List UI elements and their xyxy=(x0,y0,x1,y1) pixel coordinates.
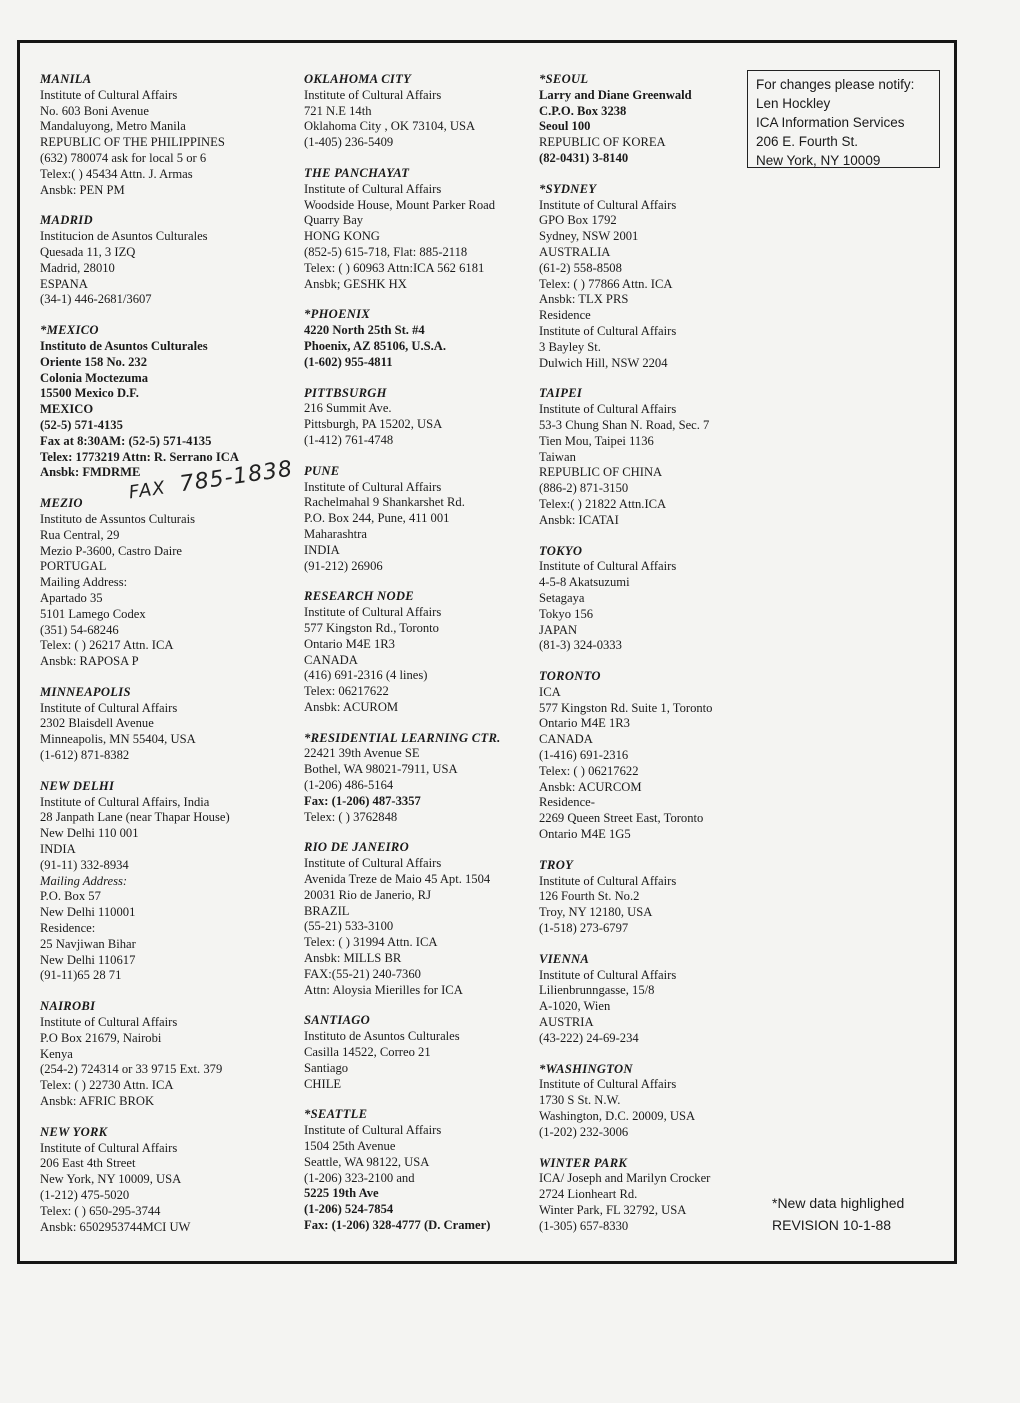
office-address-line: (1-612) 871-8382 xyxy=(40,748,130,763)
office-address-line: Telex: ( ) 77866 Attn. ICA xyxy=(539,276,673,291)
office-entry xyxy=(539,952,749,1047)
column-2 xyxy=(304,72,534,1249)
office-entry xyxy=(539,72,749,167)
office-address-line: GPO Box 1792 xyxy=(539,213,617,228)
office-address-line: Telex: 1773219 Attn: R. Serrano ICA xyxy=(40,449,239,464)
office-city-heading: TOKYO xyxy=(539,543,583,558)
office-address-line: Institute of Cultural Affairs, India xyxy=(40,794,210,809)
office-address-line: Ansbk: RAPOSA P xyxy=(40,654,139,669)
office-address-line: Ansbk; GESHK HX xyxy=(304,276,407,291)
notify-line: New York, NY 10009 xyxy=(756,153,881,168)
office-address-line: 4-5-8 Akatsuzumi xyxy=(539,575,630,590)
footnote xyxy=(772,1192,904,1236)
office-address-line: Instituto de Asuntos Culturales xyxy=(40,338,208,353)
office-address-line: Avenida Treze de Maio 45 Apt. 1504 xyxy=(304,872,491,887)
office-city-heading: TORONTO xyxy=(539,669,601,684)
office-address-line: Ansbk: PEN PM xyxy=(40,182,125,197)
office-address-line: 206 East 4th Street xyxy=(40,1156,136,1171)
office-address-line: 1504 25th Avenue xyxy=(304,1139,396,1154)
office-address-line: 3 Bayley St. xyxy=(539,339,601,354)
office-address-line: (91-212) 26906 xyxy=(304,558,383,573)
office-address-line: (81-3) 324-0333 xyxy=(539,638,622,653)
office-address-line: Attn: Aloysia Mierilles for ICA xyxy=(304,982,463,997)
office-address-line: Tien Mou, Taipei 1136 xyxy=(539,433,654,448)
office-address-line: Ontario M4E 1G5 xyxy=(539,827,631,842)
office-address-line: Casilla 14522, Correo 21 xyxy=(304,1045,431,1060)
office-city-heading: TAIPEI xyxy=(539,386,583,401)
office-city-heading: *RESIDENTIAL LEARNING CTR. xyxy=(304,730,501,745)
office-address-line: Ansbk: ICATAI xyxy=(539,512,619,527)
handwritten-fax-label: FAX xyxy=(127,477,167,504)
office-entry xyxy=(304,464,534,575)
office-city-heading: THE PANCHAYAT xyxy=(304,165,410,180)
notify-line: 206 E. Fourth St. xyxy=(756,134,859,149)
office-address-line: Residence xyxy=(539,308,591,323)
office-address-line: 2269 Queen Street East, Toronto xyxy=(539,811,704,826)
office-city-heading: MANILA xyxy=(40,72,92,86)
office-address-line: Institute of Cultural Affairs xyxy=(539,1077,677,1092)
office-address-line: Institute of Cultural Affairs xyxy=(539,402,677,417)
office-address-line: Institute of Cultural Affairs xyxy=(539,873,677,888)
office-address-line: Fax: (1-206) 487-3357 xyxy=(304,793,421,808)
office-address-line: Lilienbrunngasse, 15/8 xyxy=(539,983,655,998)
office-city-heading: RESEARCH NODE xyxy=(304,589,414,604)
office-address-line: (55-21) 533-3100 xyxy=(304,919,394,934)
office-address-line: 577 Kingston Rd. Suite 1, Toronto xyxy=(539,700,713,715)
office-address-line: Ansbk: ACURCOM xyxy=(539,779,642,794)
office-entry xyxy=(40,323,295,481)
office-address-line: Institute of Cultural Affairs xyxy=(40,700,178,715)
office-address-line: Oriente 158 No. 232 xyxy=(40,354,148,369)
office-address-line: (632) 780074 ask for local 5 or 6 xyxy=(40,150,207,165)
office-address-line: No. 603 Boni Avenue xyxy=(40,103,149,118)
office-address-line: Oklahoma City , OK 73104, USA xyxy=(304,119,476,134)
office-entry xyxy=(40,999,295,1110)
office-address-line: 28 Janpath Lane (near Thapar House) xyxy=(40,810,230,825)
office-city-heading: MADRID xyxy=(40,213,93,228)
handwritten-fax-number: 785-1838 xyxy=(178,456,295,498)
office-address-line: Maharashtra xyxy=(304,526,367,541)
office-city-heading: MEZIO xyxy=(40,496,83,511)
office-address-line: Institute of Cultural Affairs xyxy=(539,197,677,212)
office-address-line: Telex: ( ) 26217 Attn. ICA xyxy=(40,638,174,653)
office-address-line: (886-2) 871-3150 xyxy=(539,481,629,496)
office-address-line: P.O. Box 244, Pune, 411 001 xyxy=(304,511,450,526)
office-address-line: 53-3 Chung Shan N. Road, Sec. 7 xyxy=(539,417,710,432)
office-city-heading: MINNEAPOLIS xyxy=(40,684,131,699)
office-address-line: Madrid, 28010 xyxy=(40,260,115,275)
office-address-line: Larry and Diane Greenwald xyxy=(539,87,692,102)
column-3 xyxy=(539,72,749,1250)
office-address-line: (351) 54-68246 xyxy=(40,622,119,637)
office-address-line: (82-0431) 3-8140 xyxy=(539,150,629,165)
office-address-line: A-1020, Wien xyxy=(539,999,611,1014)
office-address-line: REPUBLIC OF KOREA xyxy=(539,135,666,150)
office-address-line: Telex:( ) 21822 Attn.ICA xyxy=(539,496,667,511)
office-address-line: Ontario M4E 1R3 xyxy=(304,636,395,651)
office-address-line: Seoul 100 xyxy=(539,119,591,134)
office-city-heading: NAIROBI xyxy=(40,999,96,1014)
office-address-line: Ansbk: MILLS BR xyxy=(304,951,402,966)
office-city-heading: TROY xyxy=(539,857,574,872)
office-address-line: (1-206) 524-7854 xyxy=(304,1202,394,1217)
office-city-heading: RIO DE JANEIRO xyxy=(304,840,409,855)
office-address-line: Ontario M4E 1R3 xyxy=(539,716,630,731)
revision-label: REVISION 10-1-88 xyxy=(772,1217,892,1233)
office-address-line: 721 N.E 14th xyxy=(304,103,372,118)
office-address-line: ICA xyxy=(539,684,561,699)
new-data-note: *New data highlighed xyxy=(772,1195,905,1211)
office-address-line: Telex: 06217622 xyxy=(304,684,389,699)
office-city-heading: OKLAHOMA CITY xyxy=(304,72,412,86)
office-address-line: INDIA xyxy=(40,842,76,857)
office-address-line: Seattle, WA 98122, USA xyxy=(304,1154,430,1169)
office-address-line: (416) 691-2316 (4 lines) xyxy=(304,668,428,683)
office-address-line: Woodside House, Mount Parker Road xyxy=(304,197,496,212)
office-address-line: Apartado 35 xyxy=(40,590,103,605)
office-address-line: New Delhi 110 001 xyxy=(40,826,139,841)
office-city-heading: PITTBSURGH xyxy=(304,385,387,400)
office-address-line: Tokyo 156 xyxy=(539,606,594,621)
office-city-heading: *MEXICO xyxy=(40,323,99,338)
office-address-line: (61-2) 558-8508 xyxy=(539,260,622,275)
office-entry xyxy=(304,72,534,151)
office-address-line: Fax at 8:30AM: (52-5) 571-4135 xyxy=(40,433,212,448)
office-address-line: Bothel, WA 98021-7911, USA xyxy=(304,762,458,777)
office-address-line: Ansbk: AFRIC BROK xyxy=(40,1094,155,1109)
office-entry xyxy=(539,1156,749,1235)
office-address-line: Ansbk: ACUROM xyxy=(304,699,399,714)
office-city-heading: SANTIAGO xyxy=(304,1013,371,1028)
office-entry xyxy=(304,840,534,998)
office-address-line: Quarry Bay xyxy=(304,213,364,228)
office-entry xyxy=(539,669,749,843)
column-1 xyxy=(40,72,295,1250)
office-address-line: Instituto de Assuntos Culturais xyxy=(40,511,195,526)
office-address-line: Institute of Cultural Affairs xyxy=(304,605,442,620)
office-address-line: New Delhi 110617 xyxy=(40,952,136,967)
office-entry xyxy=(304,589,534,715)
office-address-line: Taiwan xyxy=(539,449,576,464)
office-address-line: 2302 Blaisdell Avenue xyxy=(40,716,154,731)
office-address-line: Quesada 11, 3 IZQ xyxy=(40,244,136,259)
office-address-line: 20031 Rio de Janerio, RJ xyxy=(304,887,431,902)
office-address-line: JAPAN xyxy=(539,622,578,637)
office-city-heading: VIENNA xyxy=(539,951,590,966)
office-address-line: (1-212) 475-5020 xyxy=(40,1188,130,1202)
office-city-heading: *SEATTLE xyxy=(304,1107,368,1122)
notify-line: ICA Information Services xyxy=(756,115,905,130)
office-address-line: Rachelmahal 9 Shankarshet Rd. xyxy=(304,495,465,510)
office-entry xyxy=(304,1107,534,1233)
office-address-line: REPUBLIC OF CHINA xyxy=(539,465,663,480)
office-address-line: (52-5) 571-4135 xyxy=(40,417,123,432)
office-entry xyxy=(539,544,749,655)
office-address-line: New York, NY 10009, USA xyxy=(40,1172,182,1187)
office-address-line: (34-1) 446-2681/3607 xyxy=(40,292,152,307)
office-address-line: Kenya xyxy=(40,1046,73,1061)
office-address-line: (1-518) 273-6797 xyxy=(539,921,629,936)
office-address-line: Mailing Address: xyxy=(40,873,128,888)
office-address-line: Institute of Cultural Affairs xyxy=(304,181,442,196)
office-city-heading: *WASHINGTON xyxy=(539,1061,633,1076)
office-address-line: AUSTRALIA xyxy=(539,244,611,259)
office-address-line: Institute of Cultural Affairs xyxy=(40,1140,178,1155)
office-address-line: REPUBLIC OF THE PHILIPPINES xyxy=(40,135,225,150)
office-entry xyxy=(40,213,295,308)
office-address-line: Minneapolis, MN 55404, USA xyxy=(40,732,196,747)
office-address-line: Institute of Cultural Affairs xyxy=(539,559,677,574)
office-address-line: Telex: ( ) 06217622 xyxy=(539,763,639,778)
office-address-line: 15500 Mexico D.F. xyxy=(40,386,139,401)
office-city-heading: *SEOUL xyxy=(539,72,589,86)
office-address-line: Institute of Cultural Affairs xyxy=(40,1015,178,1030)
office-address-line: 126 Fourth St. No.2 xyxy=(539,889,640,904)
office-address-line: Institute of Cultural Affairs xyxy=(304,856,442,871)
office-entry xyxy=(304,386,534,449)
office-address-line: CHILE xyxy=(304,1076,342,1091)
office-address-line: Institute of Cultural Affairs xyxy=(40,87,178,102)
office-address-line: Telex: ( ) 650-295-3744 xyxy=(40,1203,161,1218)
office-entry xyxy=(539,182,749,372)
office-address-line: Residence: xyxy=(40,921,96,936)
office-address-line: Rua Central, 29 xyxy=(40,527,120,542)
office-entry xyxy=(40,685,295,764)
office-address-line: Instituto de Asuntos Culturales xyxy=(304,1029,460,1044)
office-address-line: 216 Summit Ave. xyxy=(304,401,392,416)
notify-line: For changes please notify: xyxy=(756,77,915,92)
office-entry xyxy=(539,1062,749,1141)
office-entry xyxy=(539,386,749,528)
office-address-line: P.O. Box 57 xyxy=(40,889,101,904)
office-address-line: Ansbk: 6502953744MCI UW xyxy=(40,1219,191,1234)
notify-line: Len Hockley xyxy=(756,96,831,111)
office-address-line: Institute of Cultural Affairs xyxy=(539,967,677,982)
office-address-line: FAX:(55-21) 240-7360 xyxy=(304,966,421,981)
office-address-line: MEXICO xyxy=(40,402,94,417)
office-address-line: Institucion de Asuntos Culturales xyxy=(40,229,208,244)
office-city-heading: PUNE xyxy=(304,463,340,478)
office-address-line: Winter Park, FL 32792, USA xyxy=(539,1203,687,1217)
office-address-line: 22421 39th Avenue SE xyxy=(304,746,420,761)
office-address-line: CANADA xyxy=(539,732,593,747)
office-address-line: (1-305) 657-8330 xyxy=(539,1218,629,1233)
office-address-line: (91-11) 332-8934 xyxy=(40,857,129,872)
office-address-line: Mailing Address: xyxy=(40,575,128,590)
office-address-line: CANADA xyxy=(304,652,358,667)
office-address-line: Colonia Moctezuma xyxy=(40,370,149,385)
office-address-line: Institute of Cultural Affairs xyxy=(304,479,442,494)
office-address-line: Washington, D.C. 20009, USA xyxy=(539,1109,696,1124)
office-address-line: AUSTRIA xyxy=(539,1015,594,1030)
office-address-line: Setagaya xyxy=(539,590,585,605)
office-address-line: HONG KONG xyxy=(304,229,380,244)
office-entry xyxy=(40,779,295,984)
office-address-line: Sydney, NSW 2001 xyxy=(539,229,639,244)
office-address-line: Dulwich Hill, NSW 2204 xyxy=(539,355,668,370)
office-address-line: C.P.O. Box 3238 xyxy=(539,103,627,118)
office-address-line: Telex: ( ) 3762848 xyxy=(304,809,398,824)
office-entry xyxy=(40,496,295,670)
office-address-line: (1-206) 486-5164 xyxy=(304,778,394,793)
office-address-line: (43-222) 24-69-234 xyxy=(539,1030,639,1045)
office-address-line: 4220 North 25th St. #4 xyxy=(304,323,425,338)
office-address-line: Pittsburgh, PA 15202, USA xyxy=(304,417,443,432)
office-address-line: (1-405) 236-5409 xyxy=(304,135,394,150)
office-address-line: Mezio P-3600, Castro Daire xyxy=(40,543,182,558)
office-address-line: Ansbk: FMDRME xyxy=(40,465,141,480)
notify-box xyxy=(747,70,940,168)
office-address-line: Ansbk: TLX PRS xyxy=(539,292,629,307)
office-address-line: ESPANA xyxy=(40,276,88,291)
office-address-line: ICA/ Joseph and Marilyn Crocker xyxy=(539,1171,711,1186)
office-address-line: 2724 Lionheart Rd. xyxy=(539,1187,638,1202)
office-address-line: (1-416) 691-2316 xyxy=(539,748,629,763)
office-address-line: Residence- xyxy=(539,795,595,810)
office-city-heading: NEW YORK xyxy=(40,1124,108,1139)
office-address-line: BRAZIL xyxy=(304,903,350,918)
office-address-line: 577 Kingston Rd., Toronto xyxy=(304,620,439,635)
office-address-line: Santiago xyxy=(304,1060,349,1075)
office-address-line: (91-11)65 28 71 xyxy=(40,968,122,983)
office-address-line: Institute of Cultural Affairs xyxy=(304,1123,442,1138)
office-entry xyxy=(40,72,295,198)
office-entry xyxy=(304,1013,534,1092)
office-address-line: New Delhi 110001 xyxy=(40,905,136,920)
office-address-line: (1-202) 232-3006 xyxy=(539,1124,629,1139)
office-address-line: (1-206) 323-2100 and xyxy=(304,1170,415,1185)
office-address-line: 1730 S St. N.W. xyxy=(539,1093,621,1108)
office-city-heading: *SYDNEY xyxy=(539,181,597,196)
office-address-line: Institute of Cultural Affairs xyxy=(539,323,677,338)
office-entry xyxy=(304,166,534,292)
office-entry xyxy=(304,307,534,370)
office-entry xyxy=(304,731,534,826)
office-address-line: Telex: ( ) 31994 Attn. ICA xyxy=(304,935,438,950)
office-address-line: Institute of Cultural Affairs xyxy=(304,87,442,102)
office-address-line: (852-5) 615-718, Flat: 885-2118 xyxy=(304,244,468,259)
office-address-line: 5225 19th Ave xyxy=(304,1186,379,1201)
office-address-line: Mandaluyong, Metro Manila xyxy=(40,119,186,134)
office-entry xyxy=(539,858,749,937)
office-address-line: Telex: ( ) 22730 Attn. ICA xyxy=(40,1078,174,1093)
office-entry xyxy=(40,1125,295,1236)
office-address-line: 5101 Lamego Codex xyxy=(40,606,146,621)
office-address-line: P.O Box 21679, Nairobi xyxy=(40,1030,162,1045)
office-city-heading: WINTER PARK xyxy=(539,1155,628,1170)
office-address-line: (1-412) 761-4748 xyxy=(304,432,394,447)
office-city-heading: NEW DELHI xyxy=(40,778,115,793)
office-address-line: Fax: (1-206) 328-4777 (D. Cramer) xyxy=(304,1218,491,1232)
office-address-line: INDIA xyxy=(304,542,340,557)
office-address-line: PORTUGAL xyxy=(40,559,107,574)
office-address-line: Telex:( ) 45434 Attn. J. Armas xyxy=(40,166,193,181)
office-address-line: Telex: ( ) 60963 Attn:ICA 562 6181 xyxy=(304,260,485,275)
office-city-heading: *PHOENIX xyxy=(304,307,371,322)
office-address-line: (1-602) 955-4811 xyxy=(304,354,393,369)
office-address-line: Phoenix, AZ 85106, U.S.A. xyxy=(304,338,447,353)
office-address-line: 25 Navjiwan Bihar xyxy=(40,936,136,951)
office-address-line: Troy, NY 12180, USA xyxy=(539,905,653,920)
office-address-line: (254-2) 724314 or 33 9715 Ext. 379 xyxy=(40,1062,223,1077)
